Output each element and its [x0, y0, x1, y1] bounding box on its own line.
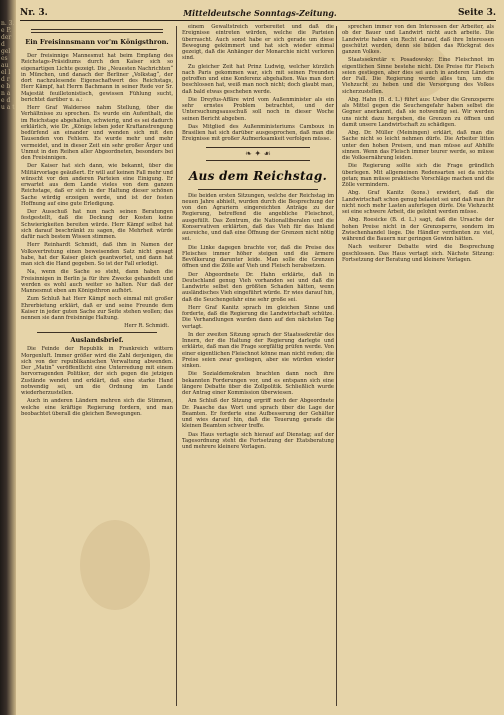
page-header [20, 8, 496, 21]
paragraph: In der zweiten Sitzung sprach der Staatssekretär des Innern, der die Haltung der Regierung darlegte und erklärte, daß man die Frage sorgfältig prüfen werde. Von einer eigentlichen Fleischnot könne man nicht reden; die Preise seien zwar gestiegen, aber sie würden wieder sinken. [182, 331, 334, 369]
paragraph: Das Haus vertagte sich hierauf auf Dienstag; auf der Tagesordnung steht die Fortsetzung der Etatsberatung und mehrere kleinere Vorlagen. [182, 431, 334, 450]
paragraph: Die Regierung sollte sich die Frage gründlich überlegen. Mit allgemeinen Redensarten sei da nichts getan; man müsse praktische Vorschläge machen und die Zölle vermindern. [342, 163, 494, 188]
paragraph: Der freisinnige Mannesmut hat beim Empfang des Reichstags-Präsidiums durch den Kaiser sich so eigenartigen Lichte gezeigt. Die „Neuesten Nachrichten“ in München, und danach der Berliner „Volkstag“, der dort nachzulesende Eigenschaftwert des Reichstags, Herr Kämpf, hat Herrn Bachmann in seiner Rede vor Sr. Majestät feuilletonistisch, gewissen Fühlung sucht, berichtet darüber u. a.: [21, 53, 173, 103]
paragraph: Der Kaiser hat sich dann, wie bekannt, über die Militärvorlage geäußert. Er will auf keinen Fall mehr und wünscht vor den anderen Parteien eine Einigung. Er erwartet aus dem Lande vieles von dem ganzen Reichstage, daß er sich in der Haltung dieser schönen Sache würdig erzeigen werde, und ist der festen Hoffnung auf eine gute Erledigung. [21, 163, 173, 207]
article-divider [37, 332, 157, 333]
paragraph: Die Linke dagegen brachte vor, daß die Preise des Fleisches immer höher steigen und die ärmere Bevölkerung darunter leide. Man solle die Grenzen öffnen und die Zölle auf Vieh und Fleisch herabsetzen. [182, 244, 334, 270]
title-rule [198, 189, 318, 190]
journal-title: Mitteldeutsche Sonntags-Zeitung. [183, 8, 337, 18]
paragraph: Die Sozialdemokraten brachten dann noch ihre bekannten Forderungen vor, und es entspann sich eine längere Debatte über die Zollpolitik. Schließlich wurde der Antrag einer Kommission überwiesen. [182, 371, 334, 396]
paragraph: einem Gewaltstreich vorbereitet und daß die Ereignisse eintreten würden, welche die Parteien überrascht. Auch sonst habe er sich gerade um diese Bewegung gekümmert und hat sich wieder einmal gezeigt, daß die Anhänger der Monarchie nicht verloren sind. [182, 24, 334, 62]
paragraph: sprechen immer von den Interessen der Arbeiter, als ob der Bauer und Landwirt nicht auch arbeite. Die Landwirte haben ein Recht darauf, daß ihre Interessen geschützt werden, denn sie bilden das Rückgrat des ganzen Volkes. [342, 24, 494, 55]
article-title: Ein Freisinnsmann vor'm Königsthron. [25, 38, 169, 46]
paragraph: Die Feinde der Republik in Frankreich wittern Morgenluft. Immer größer wird die Zahl derjenigen, die sich von der republikanischen Verwaltung abwenden. Der „Matin“ veröffentlicht eine Unterredung mit einem hervorragenden Politiker, der sich gegen die jetzigen Zustände wendet und erklärt, daß eine starke Hand notwendig sei, um die Ordnung im Lande wiederherzustellen. [21, 346, 173, 396]
paragraph: Das Mitglied des Außenministeriums Camboux in Brasilien hat sich darüber ausgesprochen, daß man die Ereignisse mit großer Aufmerksamkeit verfolgen müsse. [182, 123, 334, 143]
paragraph: Zu gleicher Zeit hat Prinz Ludwig, welcher kürzlich nach Paris gekommen war, sich mit seinen Freunden getroffen und eine Konferenz abgehalten. Was man dort beschlossen hat, weiß man noch nicht; doch glaubt man, daß bald etwas geschehen werde. [182, 63, 334, 95]
paragraph: Herr Graf Waldersee nahm Stellung, über die Verhältnisse zu sprechen. Es wurde ein Aufenthalt, die im Reichstage abgehalten, schwierig, und es sei dadurch erklärlich, wie Dr. „Königs leben jeder Kraftanstrengung bedürfend an einander und wenden sich mit den Tausenden von Fehlern. Es wurde mehr und mehr vermeidet, und in dieser Zeit ein sehr großer Ärger und Unmut in den Reihen aller Abgeordneten, besonders bei den Freisinnigen. [21, 105, 173, 161]
issue-label: Nr. 3. [20, 8, 48, 18]
paragraph: Herr Reinhardt Schmidt, daß ihm in Namen der Volksvertretung einen beweisenden Satz nicht gesagt habe, hat der Kaiser gleich geantwortet, und dann hat man sich die Hand gegeben. So ist der Fall erledigt. [21, 242, 173, 267]
column-rule [176, 26, 177, 706]
paragraph: Abg. Roesicke (B. d. L.) sagt, daß die Ursache der hohen Preise nicht in der Grenzsperre, sondern im Zwischenhandel liege. Die Händler verdienten zu viel, während die Bauern nur geringen Gewinn hätten. [342, 217, 494, 242]
column-rule [336, 26, 337, 706]
section-rule [31, 29, 163, 33]
paragraph: Abg. Graf Kanitz (kons.) erwidert, daß die Landwirtschaft schon genug belastet sei und daß man ihr nicht noch mehr Lasten auferlegen dürfe. Die Viehzucht sei eine schwere Arbeit, die gelohnt werden müsse. [342, 190, 494, 215]
paragraph: Zum Schluß hat Herr Kämpf noch einmal mit großer Ehrerbietung erklärt, daß er und seine Freunde dem Kaiser in jeder guten Sache zur Seite stehen wollen; das nennen sie dann freisinnige Haltung. [21, 296, 173, 321]
paragraph: Staatssekretär v. Posadowsky: Eine Fleischnot im eigentlichen Sinne bestehe nicht. Die Preise für Fleisch seien gestiegen, aber dies sei auch in anderen Ländern der Fall. Die Regierung werde alles tun, um die Viehzucht zu heben und die Versorgung des Volkes sicherzustellen. [342, 57, 494, 95]
paragraph: Na, wenn die Sache so steht, dann haben die Freisinnigen in Berlin ja für ihre Zwecke gehandelt und werden es wohl auch weiter so halten. Nur daß der Mannesmut eben am Königsthron aufhört. [21, 269, 173, 294]
paragraph: Nach weiterer Debatte wird die Besprechung geschlossen. Das Haus vertagt sich. Nächste Sitzung: Fortsetzung der Beratung und kleinere Vorlagen. [342, 244, 494, 263]
column-1 [21, 24, 173, 708]
paragraph: Der Ausschuß hat nun nach seinen Beratungen festgestellt, daß die Deckung der Kosten keine Schwierigkeiten bereiten würde. Herr Kämpf selbst hat sich darauf beschränkt zu sagen, die Mehrheit würde dafür nach bestem Wissen stimmen. [21, 209, 173, 240]
paragraph: Am Schluß der Sitzung ergriff noch der Abgeordnete Dr. Paasche das Wort und sprach über die Lage der Beamten. Er forderte eine Aufbesserung der Gehälter und wies darauf hin, daß die Teuerung gerade die kleinen Beamten schwer treffe. [182, 398, 334, 430]
column-3 [342, 24, 494, 708]
paragraph: Der Abgeordnete Dr. Hahn erklärte, daß in Deutschland genug Vieh vorhanden sei und daß die Landwirte selbst den größten Schaden hätten, wenn ausländisches Vieh eingeführt würde. Er wies darauf hin, daß die Seuchengefahr eine sehr große sei. [182, 271, 334, 303]
page-number: Seite 3. [457, 8, 496, 18]
column-2 [182, 24, 334, 708]
paragraph: Abg. Dr. Müller (Meiningen) erklärt, daß man die Sache nicht so leicht nehmen dürfe. Die Arbeiter litten unter den hohen Preisen, und man müsse auf Abhilfe sinnen. Wenn das Fleisch immer teurer werde, so müsse die Volksernährung leiden. [342, 130, 494, 161]
ornament-divider [206, 147, 310, 161]
book-gutter [0, 0, 16, 715]
paragraph: Herr Graf Kanitz sprach im gleichen Sinne und forderte, daß die Regierung die Landwirtschaft schütze. Die Verhandlungen wurden dann auf den nächsten Tag vertagt. [182, 304, 334, 330]
paragraph: Auch in anderen Ländern mehren sich die Stimmen, welche eine kräftige Regierung fordern, und man beobachtet überall die gleichen Bewegungen. [21, 398, 173, 417]
gutter-text: n. 3. e P. der d gel es au el l d r e b n a e d u a t [1, 20, 15, 111]
paragraph: Die Dreyfus-Affäre wird vom Außenminister als ein sehr ernstes Problem betrachtet, und der Untersuchungsausschuß soll noch in dieser Woche seinen Bericht abgeben. [182, 96, 334, 122]
title-rule [37, 49, 157, 50]
article-headline: Aus dem Reichstag. [188, 168, 328, 183]
article-title: Auslandsbrief. [70, 336, 124, 345]
paragraph: Abg. Hahn (B. d. L.) führt aus: Ueber die Grenzsperre als Mittel gegen die Seuchengefahr haben selbst die Gegner anerkannt, daß sie notwendig sei. Wir werden uns nicht dazu hergeben, die Grenzen zu öffnen und damit unsere Landwirtschaft zu schädigen. [342, 96, 494, 128]
paragraph: Die beiden ersten Sitzungen, welche der Reichstag im neuen Jahre abhielt, wurden durch die Besprechung der von den Agrariern eingereichten Anträge zu der Regierung, betreffend die angebliche Fleischnot, ausgefüllt. Das Zentrum, die Nationalliberalen und die Konservativen erklärten, daß das Vieh für das Inland ausreiche, und daß eine Öffnung der Grenzen nicht nötig sei. [182, 192, 334, 243]
signature: Herr R. Schmidt. [124, 323, 169, 330]
